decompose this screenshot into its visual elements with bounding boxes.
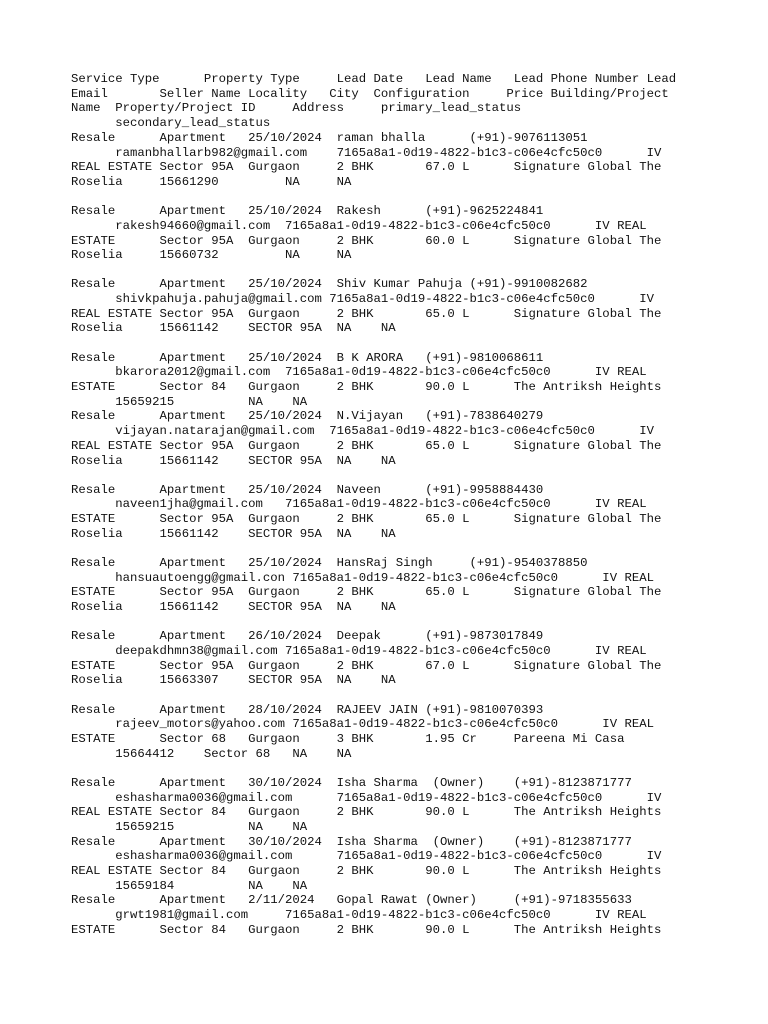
record-line: REAL ESTATE Sector 95A Gurgaon 2 BHK 65.0 L Signature Global The [71,439,662,453]
record-line: bkarora2012@gmail.com 7165a8a1-0d19-4822-b1c3-c06e4cfc50c0 IV REAL [71,365,647,379]
record-line: Resale Apartment 25/10/2024 Shiv Kumar Pahuja (+91)-9910082682 [71,277,588,291]
record-line: REAL ESTATE Sector 95A Gurgaon 2 BHK 65.0 L Signature Global The [71,307,662,321]
record-line: ESTATE Sector 84 Gurgaon 2 BHK 90.0 L The Antriksh Heights [71,380,662,394]
record-line: ESTATE Sector 95A Gurgaon 2 BHK 65.0 L Signature Global The [71,512,662,526]
record-line: 15659215 NA NA [71,395,308,409]
record-line: ESTATE Sector 95A Gurgaon 2 BHK 60.0 L Signature Global The [71,234,662,248]
record-line: 15664412 Sector 68 NA NA [71,747,352,761]
header-line: Email Seller Name Locality City Configuration Price Building/Project [71,87,669,101]
record-line: rajeev_motors@yahoo.com 7165a8a1-0d19-4822-b1c3-c06e4cfc50c0 IV REAL [71,717,654,731]
record-line: ramanbhallarb982@gmail.com 7165a8a1-0d19-4822-b1c3-c06e4cfc50c0 IV [71,146,662,160]
record-line: Resale Apartment 25/10/2024 Rakesh (+91)-9625224841 [71,204,544,218]
record-line: hansuautoengg@gmail.con 7165a8a1-0d19-4822-b1c3-c06e4cfc50c0 IV REAL [71,571,654,585]
record-line: ESTATE Sector 68 Gurgaon 3 BHK 1.95 Cr Pareena Mi Casa [71,732,625,746]
header-line: secondary_lead_status [71,116,271,130]
record-line: eshasharma0036@gmail.com 7165a8a1-0d19-4822-b1c3-c06e4cfc50c0 IV [71,849,662,863]
record-line: REAL ESTATE Sector 84 Gurgaon 2 BHK 90.0 L The Antriksh Heights [71,805,662,819]
record-line: grwt1981@gmail.com 7165a8a1-0d19-4822-b1c3-c06e4cfc50c0 IV REAL [71,908,647,922]
record-line: Resale Apartment 25/10/2024 N.Vijayan (+91)-7838640279 [71,409,544,423]
record-line: Roselia 15663307 SECTOR 95A NA NA [71,673,396,687]
record-line: vijayan.natarajan@gmail.com 7165a8a1-0d19-4822-b1c3-c06e4cfc50c0 IV [71,424,654,438]
record-line: Roselia 15661142 SECTOR 95A NA NA [71,321,396,335]
record-line: ESTATE Sector 84 Gurgaon 2 BHK 90.0 L The Antriksh Heights [71,923,662,937]
record-line: REAL ESTATE Sector 84 Gurgaon 2 BHK 90.0 L The Antriksh Heights [71,864,662,878]
record-line: Resale Apartment 28/10/2024 RAJEEV JAIN (+91)-9810070393 [71,703,544,717]
record-line: ESTATE Sector 95A Gurgaon 2 BHK 65.0 L Signature Global The [71,585,662,599]
record-line: naveen1jha@gmail.com 7165a8a1-0d19-4822-b1c3-c06e4cfc50c0 IV REAL [71,497,647,511]
record-line: Resale Apartment 25/10/2024 raman bhalla (+91)-9076113051 [71,131,588,145]
record-line: Resale Apartment 25/10/2024 HansRaj Singh (+91)-9540378850 [71,556,588,570]
record-line: shivkpahuja.pahuja@gmail.com 7165a8a1-0d19-4822-b1c3-c06e4cfc50c0 IV [71,292,654,306]
record-line: Roselia 15661142 SECTOR 95A NA NA [71,527,396,541]
record-line: Resale Apartment 26/10/2024 Deepak (+91)-9873017849 [71,629,544,643]
record-line: Roselia 15660732 NA NA [71,248,352,262]
record-line: REAL ESTATE Sector 95A Gurgaon 2 BHK 67.0 L Signature Global The [71,160,662,174]
record-line: Resale Apartment 30/10/2024 Isha Sharma (Owner) (+91)-8123871777 [71,835,632,849]
record-line: Resale Apartment 25/10/2024 B K ARORA (+91)-9810068611 [71,351,544,365]
record-line: Resale Apartment 25/10/2024 Naveen (+91)-9958884430 [71,483,544,497]
record-line: Roselia 15661142 SECTOR 95A NA NA [71,454,396,468]
record-line: 15659184 NA NA [71,879,308,893]
header-line: Name Property/Project ID Address primary_lead_status [71,101,522,115]
record-line: ESTATE Sector 95A Gurgaon 2 BHK 67.0 L Signature Global The [71,659,662,673]
record-line: Roselia 15661290 NA NA [71,175,352,189]
record-line: Resale Apartment 30/10/2024 Isha Sharma (Owner) (+91)-8123871777 [71,776,632,790]
header-line: Service Type Property Type Lead Date Lead Name Lead Phone Number Lead [71,72,677,86]
record-line: 15659215 NA NA [71,820,308,834]
record-line: Resale Apartment 2/11/2024 Gopal Rawat (Owner) (+91)-9718355633 [71,893,632,907]
record-line: rakesh94660@gmail.com 7165a8a1-0d19-4822-b1c3-c06e4cfc50c0 IV REAL [71,219,647,233]
record-line: deepakdhmn38@gmail.com 7165a8a1-0d19-4822-b1c3-c06e4cfc50c0 IV REAL [71,644,647,658]
record-line: Roselia 15661142 SECTOR 95A NA NA [71,600,396,614]
record-line: eshasharma0036@gmail.com 7165a8a1-0d19-4822-b1c3-c06e4cfc50c0 IV [71,791,662,805]
